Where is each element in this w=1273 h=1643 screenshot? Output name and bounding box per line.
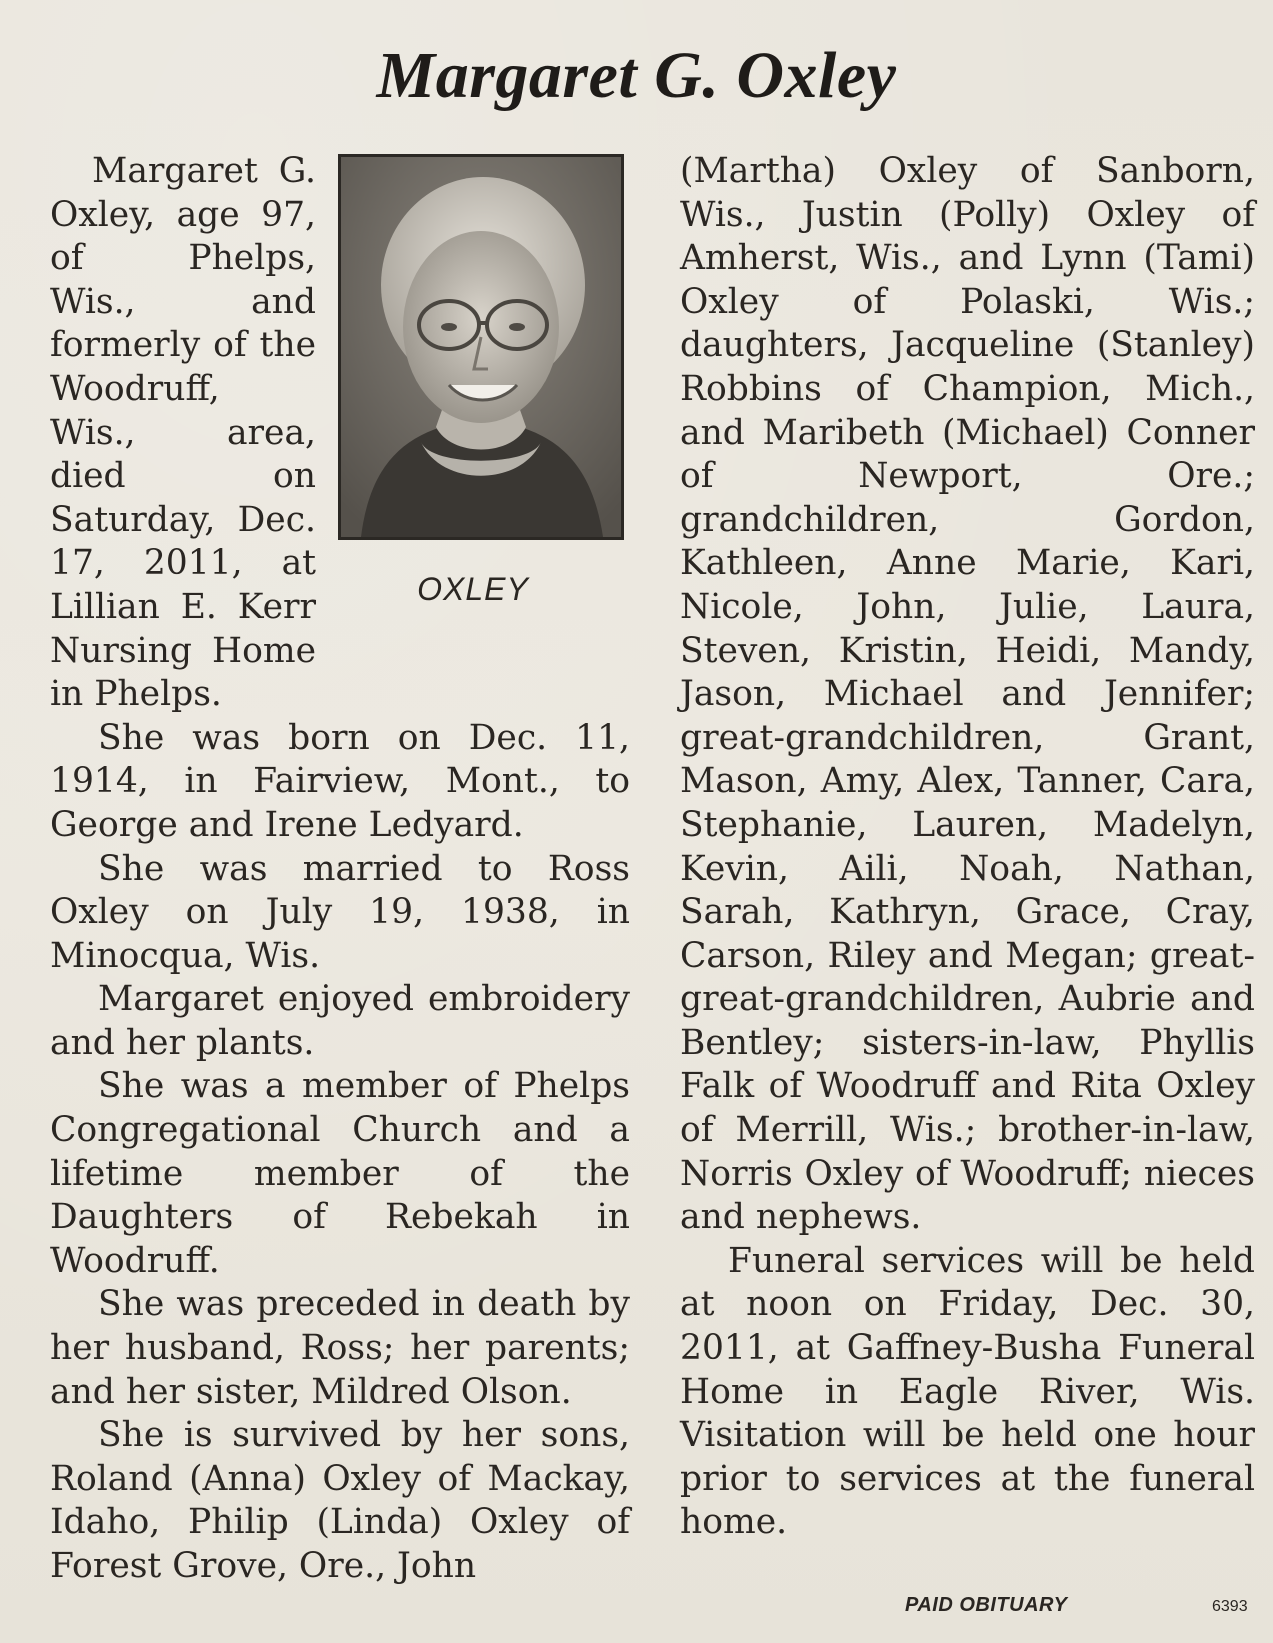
- ad-code: 6393: [1212, 1598, 1248, 1615]
- paragraph-memberships: She was a member of Phelps Congregational Church and a lifetime member of the Daughters of Rebekah in Woodruff.: [50, 1066, 630, 1281]
- paragraph-preceded: She was preceded in death by her husband, Ross; her parents; and her sister, Mildred Olson.: [50, 1284, 630, 1412]
- paragraph-intro: Margaret G. Oxley, age 97, of Phelps, Wis., and formerly of the Woodruff, Wis., area, died on Saturday, Dec. 17, 2011, at Lillian E. Kerr Nursing Home in Phelps.: [50, 151, 316, 715]
- left-column: [50, 150, 630, 1589]
- paragraph-survived: She is survived by her sons, Roland (Anna) Oxley of Mackay, Idaho, Philip (Linda) Oxley of Forest Grove, Ore., John: [50, 1415, 630, 1586]
- paragraph-funeral: Funeral services will be held at noon on Friday, Dec. 30, 2011, at Gaffney-Busha Funeral Home in Eagle River, Wis. Visitation will be held one hour prior to services at the funeral home.: [680, 1240, 1255, 1543]
- obituary-headline: Margaret G. Oxley: [376, 39, 897, 112]
- paragraph-hobbies: Margaret enjoyed embroidery and her plants.: [50, 979, 630, 1063]
- photo-caption: OXLEY: [417, 571, 529, 607]
- paid-obituary-label: PAID OBITUARY: [905, 1594, 1068, 1616]
- portrait-photo: [338, 154, 624, 540]
- portrait-icon: [341, 157, 621, 537]
- paragraph-survivors-continued: (Martha) Oxley of Sanborn, Wis., Justin (Polly) Oxley of Amherst, Wis., and Lynn (Tami) Oxley of Polaski, Wis.; daughters, Jacqueline (Stanley) Robbins of Champion, Mich., and Maribeth (Michael) Conner of Newport, Ore.; grandchildren, Gordon, Kathleen, Anne Marie, Kari, Nicole, John, Julie, Laura, Steven, Kristin, Heidi, Mandy, Jason, Michael and Jennifer; great-grandchildren, Grant, Mason, Amy, Alex, Tanner, Cara, Stephanie, Lauren, Madelyn, Kevin, Aili, Noah, Nathan, Sarah, Kathryn, Grace, Cray, Carson, Riley and Megan; great-great-grandchildren, Aubrie and Bentley; sisters-in-law, Phyllis Falk of Woodruff and Rita Oxley of Merrill, Wis.; brother-in-law, Norris Oxley of Woodruff; nieces and nephews.: [680, 151, 1255, 1238]
- right-column: [680, 150, 1255, 1545]
- paragraph-marriage: She was married to Ross Oxley on July 19, 1938, in Minocqua, Wis.: [50, 848, 630, 976]
- photo-block: [338, 154, 630, 634]
- paragraph-birth: She was born on Dec. 11, 1914, in Fairview, Mont., to George and Irene Ledyard.: [50, 717, 630, 845]
